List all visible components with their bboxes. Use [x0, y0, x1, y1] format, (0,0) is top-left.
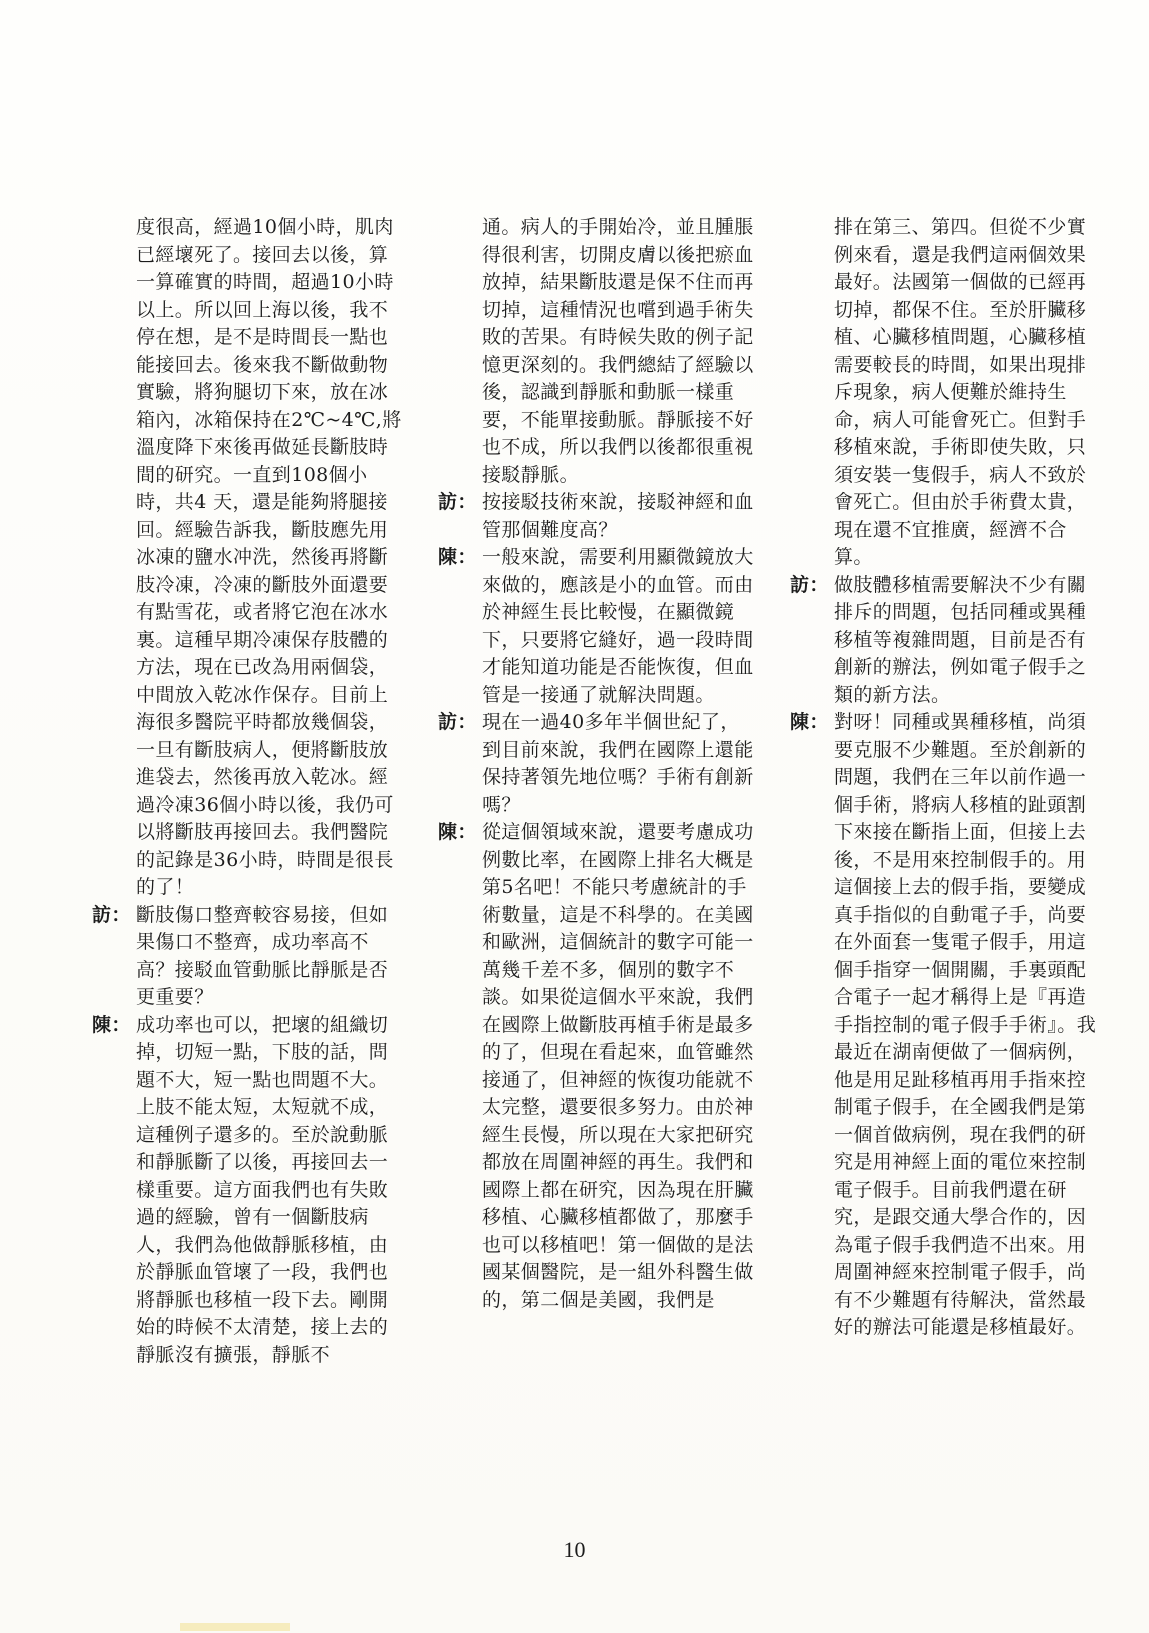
question-text: 按接駁技術來說，接駁神經和血管那個難度高？ [482, 491, 754, 541]
answer-text: 對呀！同種或異種移植，尚須要克服不少難題。至於創新的問題，我們在三年以前作過一個手術，將病人移植的趾頭割下來接在斷指上面，但接上去後，不是用來控制假手的。用這個接上去的假手指，要變成真手指似的自動電子手，尚要在外面套一隻電子假手，用這個手指穿一個開關，手裏頭配合電子一起才稱得上是『再造手指控制的電子假手手術』。我最近在湖南便做了一個病例，他是用足趾移植再用手指來控制電子假手，在全國我們是第一個首做病例，現在我們的研究是用神經上面的電位來控制電子假手。目前我們還在研究，是跟交通大學合作的，因為電子假手我們造不出來。用周圍神經來控制電子假手，尚有不少難題有待解決，當然最好的辦法可能還是移植最好。 [834, 711, 1097, 1338]
interviewer-question [790, 572, 1100, 710]
paragraph-text: 通。病人的手開始冷，並且腫脹得很利害，切開皮膚以後把瘀血放掉，結果斷肢還是保不住而再切掉，這種情況也嚐到過手術失敗的苦果。有時候失敗的例子記憶更深刻的。我們總結了經驗以後，認識到靜脈和動脈一樣重要，不能單接動脈。靜脈接不好也不成，所以我們以後都很重視接駁靜脈。 [482, 216, 754, 486]
question-text: 現在一過40多年半個世紀了，到目前來說，我們在國際上還能保持著領先地位嗎？手術有創新嗎？ [482, 711, 754, 816]
chen-answer [790, 709, 1100, 1342]
chen-label: 陳： [438, 821, 477, 843]
interviewer-question [438, 709, 756, 819]
text-column-1 [92, 214, 402, 1369]
text-column-3 [790, 214, 1100, 1342]
chen-answer [92, 1012, 402, 1370]
interviewer-label: 訪： [438, 491, 477, 513]
paragraph [790, 214, 1100, 572]
chen-label: 陳： [92, 1013, 131, 1036]
question-text: 做肢體移植需要解決不少有關排斥的問題，包括同種或異種移植等複雜問題，目前是否有創新的辦法，例如電子假手之類的新方法。 [834, 573, 1087, 706]
answer-text: 一般來說，需要利用顯微鏡放大來做的，應該是小的血管。而由於神經生長比較慢，在顯微鏡下，只要將它縫好，過一段時間才能知道功能是否能恢復，但血管是一接通了就解決問題。 [482, 546, 754, 706]
page-number: 10 [563, 1537, 586, 1562]
answer-text: 從這個領域來說，還要考慮成功例數比率，在國際上排名大概是第5名吧！不能只考慮統計的手術數量，這是不科學的。在美國和歐洲，這個統計的數字可能一萬幾千差不多，個別的數字不談。如果從這個水平來說，我們在國際上做斷肢再植手術是最多的了，但現在看起來，血管雖然接通了，但神經的恢復功能就不太完整，還要很多努力。由於神經生長慢，所以現在大家把研究都放在周圍神經的再生。我們和國際上都在研究，因為現在肝臟移植、心臟移植都做了，那麼手也可以移植吧！第一個做的是法國某個醫院，是一組外科醫生做的，第二個是美國，我們是 [482, 821, 754, 1311]
answer-text: 成功率也可以，把壞的組織切掉，切短一點，下肢的話，問題不大，短一點也問題不大。上肢不能太短，太短就不成，這種例子還多的。至於說動脈和靜脈斷了以後，再接回去一樣重要。這方面我們也有失敗過的經驗，曾有一個斷肢病人，我們為他做靜脈移植，由於靜脈血管壞了一段，我們也將靜脈也移植一段下去。剛開始的時候不太清楚，接上去的靜脈沒有擴張，靜脈不 [136, 1013, 389, 1366]
chen-label: 陳： [790, 711, 829, 733]
chen-label: 陳： [438, 546, 477, 568]
interviewer-question [92, 902, 402, 1012]
interviewer-label: 訪： [438, 711, 477, 733]
scan-artifact [180, 1623, 290, 1631]
question-text: 斷肢傷口整齊較容易接，但如果傷口不整齊，成功率高不高？接駁血管動脈比靜脈是否更重要？ [136, 903, 389, 1008]
paragraph-text: 度很高，經過10個小時，肌肉已經壞死了。接回去以後，算一算確實的時間，超過10小時以上。所以回上海以後，我不停在想，是不是時間長一點也能接回去。後來我不斷做動物實驗，將狗腿切下來，放在冰箱內，冰箱保持在2℃~4℃,將溫度降下來後再做延長斷肢時間的研究。一直到108個小時，共4 天，還是能夠將腿接回。經驗告訴我，斷肢應先用冰凍的鹽水冲洗，然後再將斷肢冷凍，冷凍的斷肢外面還要有點雪花，或者將它泡在冰水裏。這種早期冷凍保存肢體的方法，現在已改為用兩個袋，中間放入乾冰作保存。目前上海很多醫院平時都放幾個袋，一旦有斷肢病人，便將斷肢放進袋去，然後再放入乾冰。經過冷凍36個小時以後，我仍可以將斷肢再接回去。我們醫院的記錄是36小時，時間是很長的了！ [136, 216, 402, 898]
paragraph-text: 排在第三、第四。但從不少實例來看，還是我們這兩個效果最好。法國第一個做的已經再切掉，都保不住。至於肝臟移植、心臟移植問題，心臟移植需要較長的時間，如果出現排斥現象，病人便難於維持生命，病人可能會死亡。但對手移植來說，手術即使失敗，只須安裝一隻假手，病人不致於會死亡。但由於手術費太貴，現在還不宜推廣，經濟不合算。 [834, 216, 1087, 568]
interviewer-question [438, 489, 756, 544]
paragraph [438, 214, 756, 489]
paragraph [92, 214, 402, 902]
interviewer-label: 訪： [790, 573, 829, 596]
interviewer-label: 訪： [92, 903, 131, 926]
chen-answer [438, 819, 756, 1314]
chen-answer [438, 544, 756, 709]
text-column-2 [438, 214, 756, 1314]
